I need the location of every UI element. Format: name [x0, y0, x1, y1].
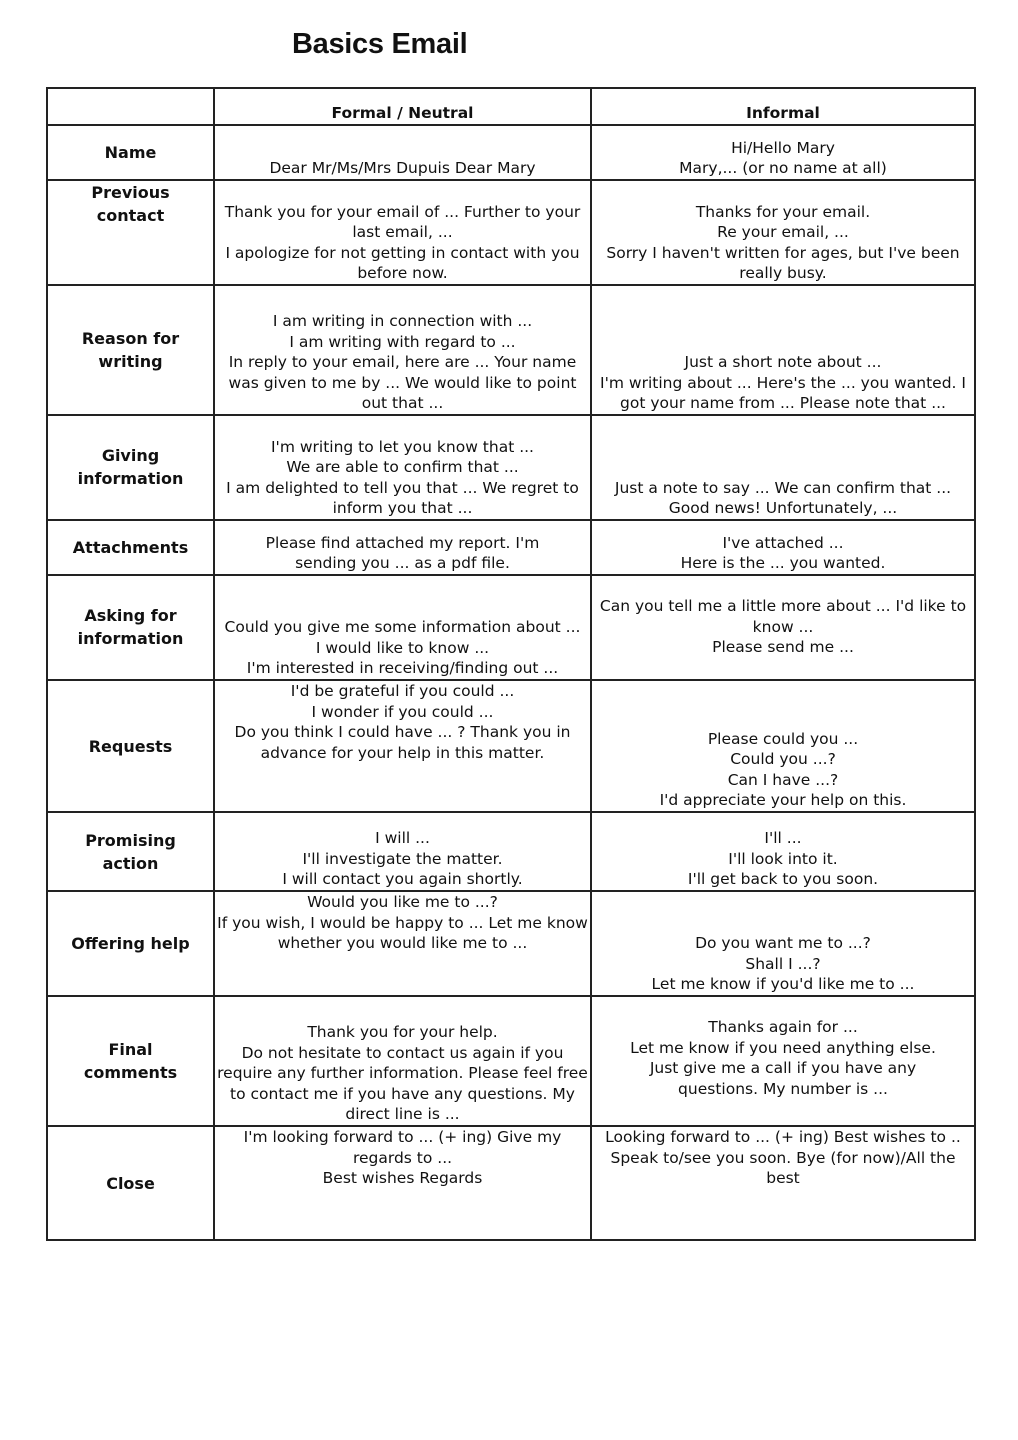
header-empty-cell	[47, 88, 214, 125]
informal-cell	[591, 520, 975, 575]
row-label-requests: Requests	[47, 680, 214, 812]
informal-phrase: Speak to/see you soon. Bye (for now)/All the best	[610, 1148, 956, 1188]
formal-cell	[214, 180, 591, 285]
informal-phrase: I'll ...	[764, 829, 802, 848]
table-row	[47, 812, 975, 891]
informal-phrase: Just a short note about ...	[684, 353, 882, 372]
informal-cell	[591, 575, 975, 680]
formal-cell	[214, 520, 591, 575]
informal-phrase: Thanks again for ...	[708, 1018, 858, 1036]
row-label-attachments: Attachments	[47, 520, 214, 575]
formal-phrase: Please find attached my report. I'm sending you ... as a pdf file.	[265, 533, 540, 573]
row-label-offering-help: Offering help	[47, 891, 214, 996]
row-label-asking-for-information	[47, 575, 214, 680]
formal-phrase: I apologize for not getting in contact with you before now.	[225, 243, 580, 283]
formal-cell	[214, 891, 591, 996]
formal-phrase: Dear Mr/Ms/Mrs Dupuis Dear Mary	[269, 159, 536, 178]
formal-phrase: I'd be grateful if you could ...	[290, 682, 515, 700]
informal-cell	[591, 415, 975, 520]
informal-phrase: I'm writing about ... Here's the ... you wanted. I got your name from ... Please note that ...	[600, 373, 966, 413]
email-phrases-table	[46, 87, 976, 1241]
formal-cell	[214, 996, 591, 1126]
table-row	[47, 125, 975, 180]
formal-phrase: I'll investigate the matter.	[302, 849, 503, 868]
header-informal: Informal	[591, 88, 975, 125]
informal-phrase: Please could you ...	[707, 729, 859, 748]
row-label-name: Name	[47, 125, 214, 180]
formal-phrase: I am delighted to tell you that ... We regret to inform you that ...	[226, 478, 579, 518]
table-row	[47, 996, 975, 1126]
informal-phrase: Sorry I haven't written for ages, but I've been really busy.	[606, 243, 960, 283]
table-row	[47, 415, 975, 520]
formal-cell	[214, 125, 591, 180]
formal-phrase: I'm looking forward to ... (+ ing) Give my regards to ...	[243, 1128, 562, 1167]
informal-phrase: I'd appreciate your help on this.	[659, 791, 907, 810]
formal-phrase: Do you think I could have ... ? Thank you in advance for your help in this matter.	[234, 723, 571, 762]
informal-phrase: Please send me ...	[712, 638, 854, 657]
row-label-close: Close	[47, 1126, 214, 1240]
informal-cell	[591, 180, 975, 285]
row-label-text: Giving information	[77, 446, 184, 488]
formal-phrase: I'm interested in receiving/finding out ...	[246, 659, 559, 678]
header-formal-neutral: Formal / Neutral	[214, 88, 591, 125]
row-label-final-comments	[47, 996, 214, 1126]
formal-cell	[214, 285, 591, 415]
informal-phrase: Hi/Hello Mary	[731, 138, 835, 157]
row-label-text: Reason for writing	[81, 329, 180, 371]
row-label-previous-contact	[47, 180, 214, 285]
table-row	[47, 180, 975, 285]
formal-phrase: We are able to confirm that ...	[286, 458, 519, 477]
informal-phrase: Mary,... (or no name at all)	[679, 159, 887, 178]
informal-cell	[591, 680, 975, 812]
formal-phrase: I would like to know ...	[315, 638, 490, 657]
formal-phrase: I wonder if you could ...	[311, 702, 494, 721]
page-title: Basics Email	[292, 28, 468, 60]
informal-phrase: Let me know if you need anything else.	[630, 1038, 936, 1057]
informal-phrase: Shall I ...?	[745, 954, 821, 973]
formal-phrase: Do not hesitate to contact us again if you require any further information. Please feel free to contact me if you have any questions. My direct line is ...	[217, 1043, 588, 1124]
formal-phrase: Could you give me some information about ...	[224, 618, 581, 637]
informal-cell	[591, 1126, 975, 1240]
table-row	[47, 1126, 975, 1240]
table-row	[47, 520, 975, 575]
informal-phrase: Do you want me to ...?	[695, 934, 871, 953]
informal-phrase: I've attached ...	[722, 533, 844, 552]
formal-phrase: I will contact you again shortly.	[282, 870, 523, 889]
informal-phrase: Can you tell me a little more about ... I'd like to know ...	[599, 597, 967, 636]
informal-phrase: Could you ...?	[730, 750, 836, 769]
row-label-text: Previous contact	[91, 183, 170, 225]
formal-cell	[214, 680, 591, 812]
header-row	[47, 88, 975, 125]
formal-cell	[214, 812, 591, 891]
row-label-reason-for-writing	[47, 285, 214, 415]
informal-cell	[591, 891, 975, 996]
formal-phrase: Thank you for your email of ... Further to your last email, ...	[224, 202, 581, 242]
row-label-text: Asking for information	[77, 606, 184, 648]
table-row	[47, 891, 975, 996]
informal-cell	[591, 812, 975, 891]
informal-phrase: I'll get back to you soon.	[687, 870, 879, 889]
table-row	[47, 285, 975, 415]
formal-phrase: I'm writing to let you know that ...	[270, 437, 534, 456]
informal-phrase: Re your email, ...	[717, 223, 849, 242]
row-label-giving-information	[47, 415, 214, 520]
row-label-promising-action	[47, 812, 214, 891]
table-row	[47, 575, 975, 680]
formal-phrase: Best wishes Regards	[322, 1169, 483, 1188]
formal-cell	[214, 1126, 591, 1240]
informal-phrase: Just a note to say ... We can confirm that ... Good news! Unfortunately, ...	[614, 478, 952, 518]
informal-phrase: Let me know if you'd like me to ...	[651, 975, 915, 994]
informal-cell	[591, 125, 975, 180]
informal-cell	[591, 996, 975, 1126]
formal-cell	[214, 575, 591, 680]
formal-cell	[214, 415, 591, 520]
table-row	[47, 680, 975, 812]
informal-phrase: Can I have ...?	[727, 770, 839, 789]
formal-phrase: I am writing with regard to ...	[289, 332, 516, 351]
informal-cell	[591, 285, 975, 415]
informal-phrase: Thanks for your email.	[695, 202, 871, 221]
informal-phrase: Just give me a call if you have any questions. My number is ...	[649, 1059, 917, 1098]
row-label-text: Final comments	[83, 1040, 178, 1082]
formal-phrase: I am writing in connection with ...	[272, 312, 533, 331]
informal-phrase: I'll look into it.	[728, 849, 838, 868]
informal-phrase: Looking forward to ... (+ ing) Best wishes to ..	[605, 1128, 961, 1146]
formal-phrase: In reply to your email, here are ... Your name was given to me by ... We would like to point out that ...	[228, 353, 577, 413]
row-label-text: Promising action	[85, 830, 176, 873]
formal-phrase: Would you like me to ...?	[307, 893, 498, 911]
formal-phrase: Thank you for your help.	[307, 1023, 498, 1042]
formal-phrase: I will ...	[375, 829, 430, 848]
informal-phrase: Here is the ... you wanted.	[680, 554, 886, 573]
formal-phrase: If you wish, I would be happy to ... Let me know whether you would like me to ...	[217, 913, 588, 953]
